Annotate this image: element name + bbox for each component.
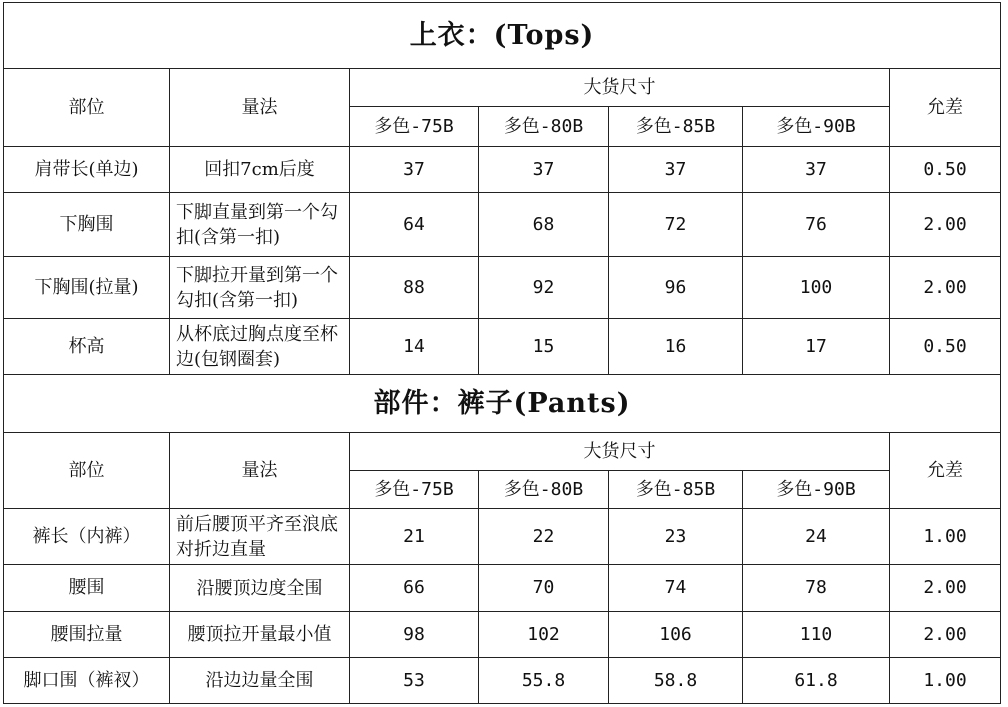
table-row xyxy=(4,612,1001,658)
row-method: 下脚拉开量到第一个勾扣(含第一扣) xyxy=(170,257,350,319)
table-row xyxy=(4,193,1001,257)
row-method: 回扣7cm后度 xyxy=(170,147,350,193)
row-value: 23 xyxy=(609,509,743,565)
size-spec-table xyxy=(3,2,1001,704)
row-method: 从杯底过胸点度至杯边(包钢圈套) xyxy=(170,319,350,375)
header-bulk-size: 大货尺寸 xyxy=(350,433,890,471)
row-value: 110 xyxy=(743,612,890,658)
row-value: 70 xyxy=(479,565,609,612)
row-value: 88 xyxy=(350,257,479,319)
row-tolerance: 2.00 xyxy=(890,565,1001,612)
section-title-tops: 上衣：(Tops) xyxy=(4,3,1001,69)
row-value: 66 xyxy=(350,565,479,612)
row-tolerance: 2.00 xyxy=(890,612,1001,658)
header-bulk-size: 大货尺寸 xyxy=(350,69,890,107)
row-value: 58.8 xyxy=(609,658,743,704)
table-row xyxy=(4,565,1001,612)
table-row xyxy=(4,147,1001,193)
row-part: 脚口围（裤衩） xyxy=(4,658,170,704)
row-value: 22 xyxy=(479,509,609,565)
row-part: 腰围 xyxy=(4,565,170,612)
row-method: 腰顶拉开量最小值 xyxy=(170,612,350,658)
row-value: 78 xyxy=(743,565,890,612)
row-tolerance: 2.00 xyxy=(890,257,1001,319)
header-tolerance: 允差 xyxy=(890,69,1001,147)
row-tolerance: 0.50 xyxy=(890,147,1001,193)
row-method: 下脚直量到第一个勾扣(含第一扣) xyxy=(170,193,350,257)
table-row xyxy=(4,257,1001,319)
row-value: 76 xyxy=(743,193,890,257)
header-size: 多色-75B xyxy=(350,471,479,509)
row-tolerance: 1.00 xyxy=(890,509,1001,565)
header-method: 量法 xyxy=(170,433,350,509)
header-size: 多色-75B xyxy=(350,107,479,147)
row-value: 64 xyxy=(350,193,479,257)
row-value: 53 xyxy=(350,658,479,704)
header-part: 部位 xyxy=(4,433,170,509)
row-value: 55.8 xyxy=(479,658,609,704)
row-value: 92 xyxy=(479,257,609,319)
header-size: 多色-85B xyxy=(609,107,743,147)
row-tolerance: 1.00 xyxy=(890,658,1001,704)
row-value: 98 xyxy=(350,612,479,658)
row-value: 37 xyxy=(479,147,609,193)
row-value: 37 xyxy=(743,147,890,193)
row-value: 24 xyxy=(743,509,890,565)
table-row xyxy=(4,509,1001,565)
section-title-pants: 部件：裤子(Pants) xyxy=(4,375,1001,433)
row-value: 14 xyxy=(350,319,479,375)
row-value: 74 xyxy=(609,565,743,612)
row-value: 17 xyxy=(743,319,890,375)
row-part: 裤长（内裤） xyxy=(4,509,170,565)
row-value: 37 xyxy=(350,147,479,193)
row-value: 61.8 xyxy=(743,658,890,704)
header-size: 多色-90B xyxy=(743,107,890,147)
row-method: 沿腰顶边度全围 xyxy=(170,565,350,612)
row-part: 下胸围(拉量) xyxy=(4,257,170,319)
row-value: 16 xyxy=(609,319,743,375)
table-row xyxy=(4,319,1001,375)
row-tolerance: 2.00 xyxy=(890,193,1001,257)
row-value: 96 xyxy=(609,257,743,319)
row-value: 15 xyxy=(479,319,609,375)
row-value: 72 xyxy=(609,193,743,257)
row-part: 腰围拉量 xyxy=(4,612,170,658)
header-part: 部位 xyxy=(4,69,170,147)
row-value: 68 xyxy=(479,193,609,257)
row-value: 100 xyxy=(743,257,890,319)
row-value: 37 xyxy=(609,147,743,193)
header-size: 多色-90B xyxy=(743,471,890,509)
row-part: 下胸围 xyxy=(4,193,170,257)
header-size: 多色-80B xyxy=(479,107,609,147)
header-size: 多色-80B xyxy=(479,471,609,509)
row-tolerance: 0.50 xyxy=(890,319,1001,375)
row-part: 肩带长(单边) xyxy=(4,147,170,193)
header-tolerance: 允差 xyxy=(890,433,1001,509)
row-value: 102 xyxy=(479,612,609,658)
row-part: 杯高 xyxy=(4,319,170,375)
header-size: 多色-85B xyxy=(609,471,743,509)
row-method: 前后腰顶平齐至浪底对折边直量 xyxy=(170,509,350,565)
row-value: 106 xyxy=(609,612,743,658)
table-row xyxy=(4,658,1001,704)
row-method: 沿边边量全围 xyxy=(170,658,350,704)
header-method: 量法 xyxy=(170,69,350,147)
row-value: 21 xyxy=(350,509,479,565)
